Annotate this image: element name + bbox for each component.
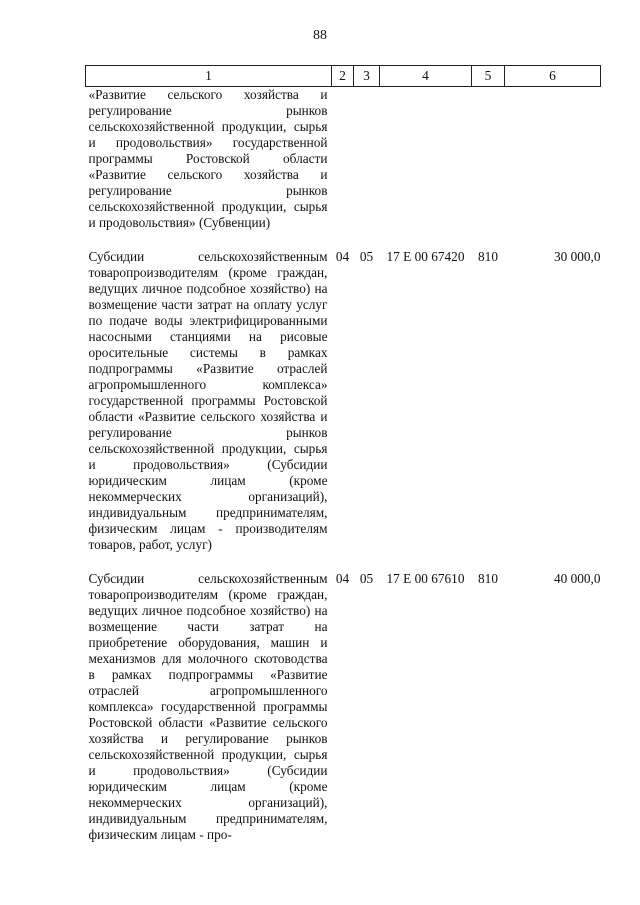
table-row (86, 249, 601, 571)
column-header-1: 1 (86, 66, 332, 87)
row-section-code (332, 87, 354, 250)
row-subsection-code: 05 (359, 249, 374, 264)
row-subsection-code (354, 87, 380, 250)
row-target-code: 17 Е 00 67420 (386, 249, 465, 264)
column-header-5: 5 (472, 66, 505, 87)
budget-table (85, 65, 601, 861)
table-row (86, 571, 601, 861)
row-section-code: 04 (335, 571, 350, 586)
row-target-code (380, 87, 472, 250)
row-description: Субсидии сельскохозяйственным товаропроизводителям (кроме граждан, ведущих личное подсобное хозяйство) на возмещение части затрат на приобретение оборудования, машин и механизмов для молочного скотоводства в рамках подпрограммы «Развитие отраслей агропромышленного комплекса» государственной программы Ростовской области «Развитие сельского хозяйства и регулирование рынков сельскохозяйственной продукции, сырья и продовольствия» (Субсидии юридическим лицам (кроме некоммерческих организаций), индивидуальным предпринимателям, физическим лицам - про- (88, 571, 328, 842)
row-description: «Развитие сельского хозяйства и регулирование рынков сельскохозяйственной продукции, сырья и продовольствия» государственной программы Ростовской области «Развитие сельского хозяйства и регулирование рынков сельскохозяйственной продукции, сырья и продовольствия» (Субвенции) (88, 87, 328, 230)
row-amount: 30 000,0 (553, 249, 601, 264)
row-section-code: 04 (335, 249, 350, 264)
row-expense-type: 810 (478, 249, 498, 264)
row-subsection-code: 05 (359, 571, 374, 586)
column-header-3: 3 (354, 66, 380, 87)
column-header-4: 4 (380, 66, 472, 87)
column-header-6: 6 (505, 66, 601, 87)
table-header-row (86, 66, 601, 87)
column-header-2: 2 (332, 66, 354, 87)
row-target-code: 17 Е 00 67610 (386, 571, 465, 586)
row-amount: 40 000,0 (553, 571, 601, 586)
table-row (86, 87, 601, 250)
page-number: 88 (313, 28, 327, 43)
row-expense-type: 810 (478, 571, 498, 586)
row-description: Субсидии сельскохозяйственным товаропроизводителям (кроме граждан, ведущих личное подсобное хозяйство) на возмещение части затрат на оплату услуг по подаче воды электрифицированными насосными станциями на рисовые оросительные системы в рамках подпрограммы «Развитие отраслей агропромышленного комплекса» государственной программы Ростовской области «Развитие сельского хозяйства и регулирование рынков сельскохозяйственной продукции, сырья и продовольствия» (Субсидии юридическим лицам (кроме некоммерческих организаций), индивидуальным предпринимателям, физическим лицам - производителям товаров, работ, услуг) (88, 249, 328, 552)
row-amount (505, 87, 601, 250)
row-expense-type (472, 87, 505, 250)
